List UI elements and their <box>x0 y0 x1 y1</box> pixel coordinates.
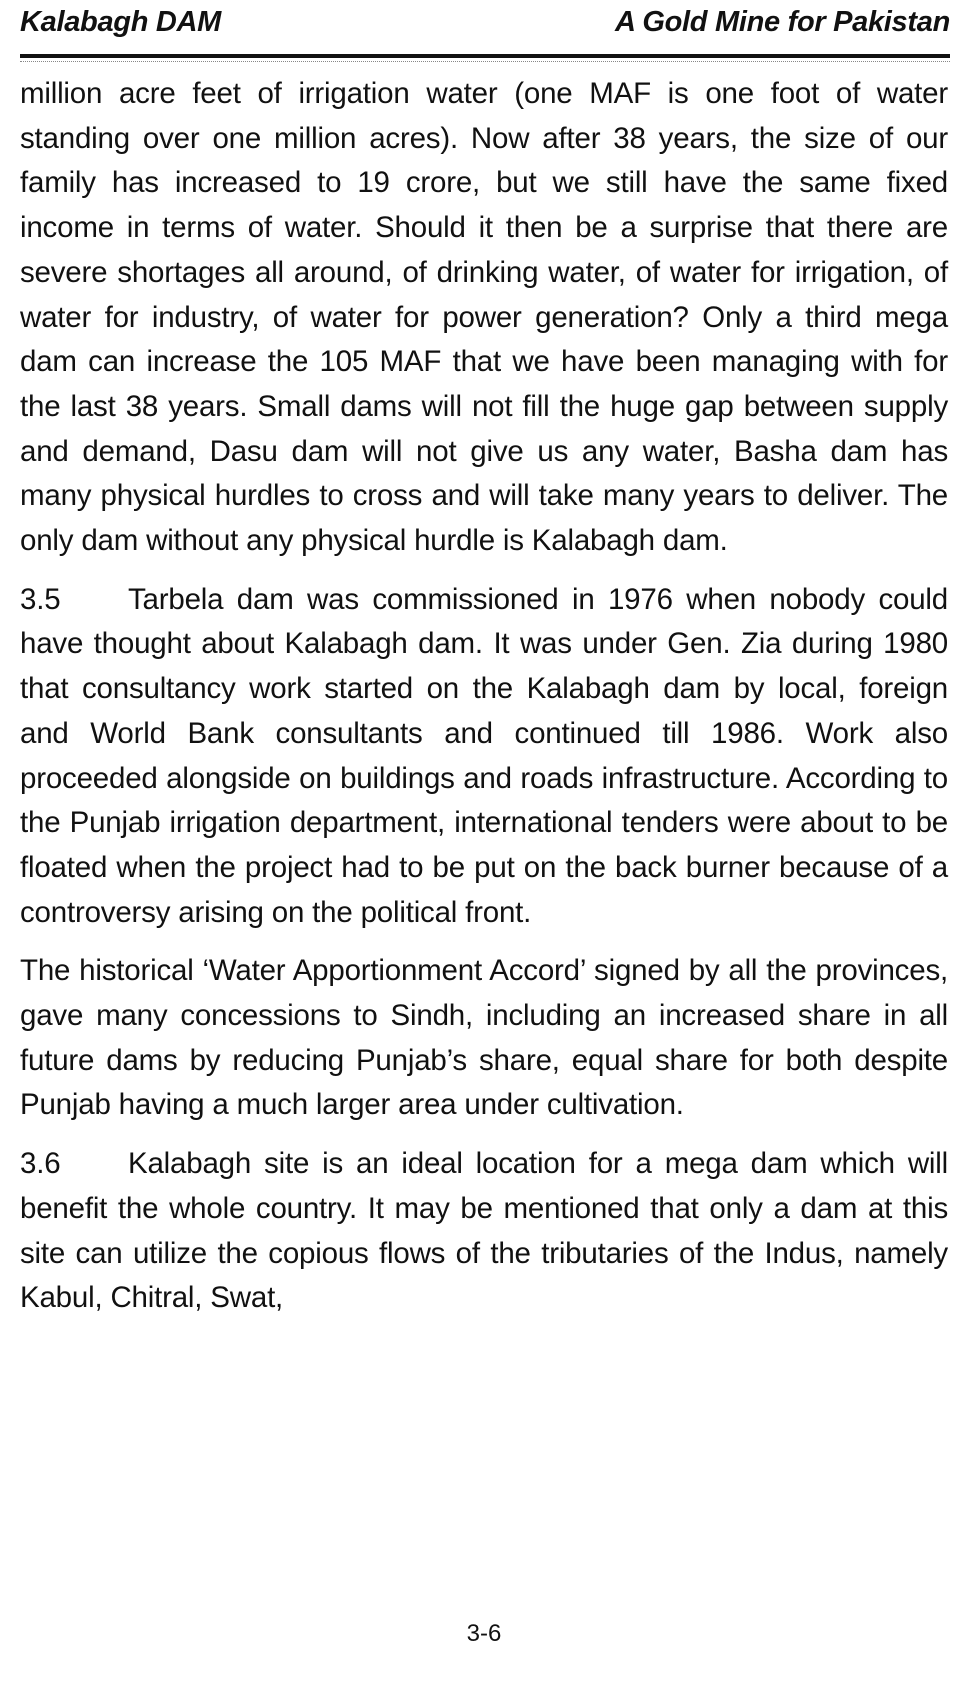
paragraph-text: million acre feet of irrigation water (one MAF is one foot of water standing over one million acres). Now after 38 years, the size of our family has increased to 19 crore, but we still have the same fixed income in terms of water. Should it then be a surprise that there are severe shortages all around, of drinking water, of water for irrigation, of water for industry, of water for power generation? Only a third mega dam can increase the 105 MAF that we have been managing with for the last 38 years. Small dams will not fill the huge gap between supply and demand, Dasu dam will not give us any water, Basha dam has many physical hurdles to cross and will take many years to deliver. The only dam without any physical hurdle is Kalabagh dam. <box>20 77 948 558</box>
paragraph-continued <box>20 72 948 564</box>
section-number: 3.5 <box>20 582 61 616</box>
paragraph-accord <box>20 949 948 1128</box>
paragraph-3-6 <box>20 1142 948 1321</box>
running-header-right: A Gold Mine for Pakistan <box>615 6 950 38</box>
paragraph-3-5 <box>20 578 948 936</box>
running-header-left: Kalabagh DAM <box>20 6 222 38</box>
paragraph-text: Tarbela dam was commissioned in 1976 when nobody could have thought about Kalabagh dam. It was under Gen. Zia during 1980 that consultancy work started on the Kalabagh dam by local, foreign and World Bank consultants and continued till 1986. Work also proceeded alongside on buildings and roads infrastructure. According to the Punjab irrigation department, international tenders were about to be floated when the project had to be put on the back burner because of a controversy arising on the political front. <box>20 582 948 929</box>
header-rule <box>20 54 950 58</box>
section-number: 3.6 <box>20 1147 61 1181</box>
paragraph-text: The historical ‘Water Apportionment Accord’ signed by all the provinces, gave many concessions to Sindh, including an increased share in all future dams by reducing Punjab’s share, equal share for both despite Punjab having a much larger area under cultivation. <box>20 954 948 1122</box>
header-rule-dotted <box>20 61 950 62</box>
page-number: 3-6 <box>466 1620 502 1647</box>
paragraph-text: Kalabagh site is an ideal location for a mega dam which will benefit the whole country. It may be mentioned that only a dam at this site can utilize the copious flows of the tributaries of the Indus, namely Kabul, Chitral, Swat, <box>20 1147 948 1315</box>
body-text <box>20 72 948 1335</box>
